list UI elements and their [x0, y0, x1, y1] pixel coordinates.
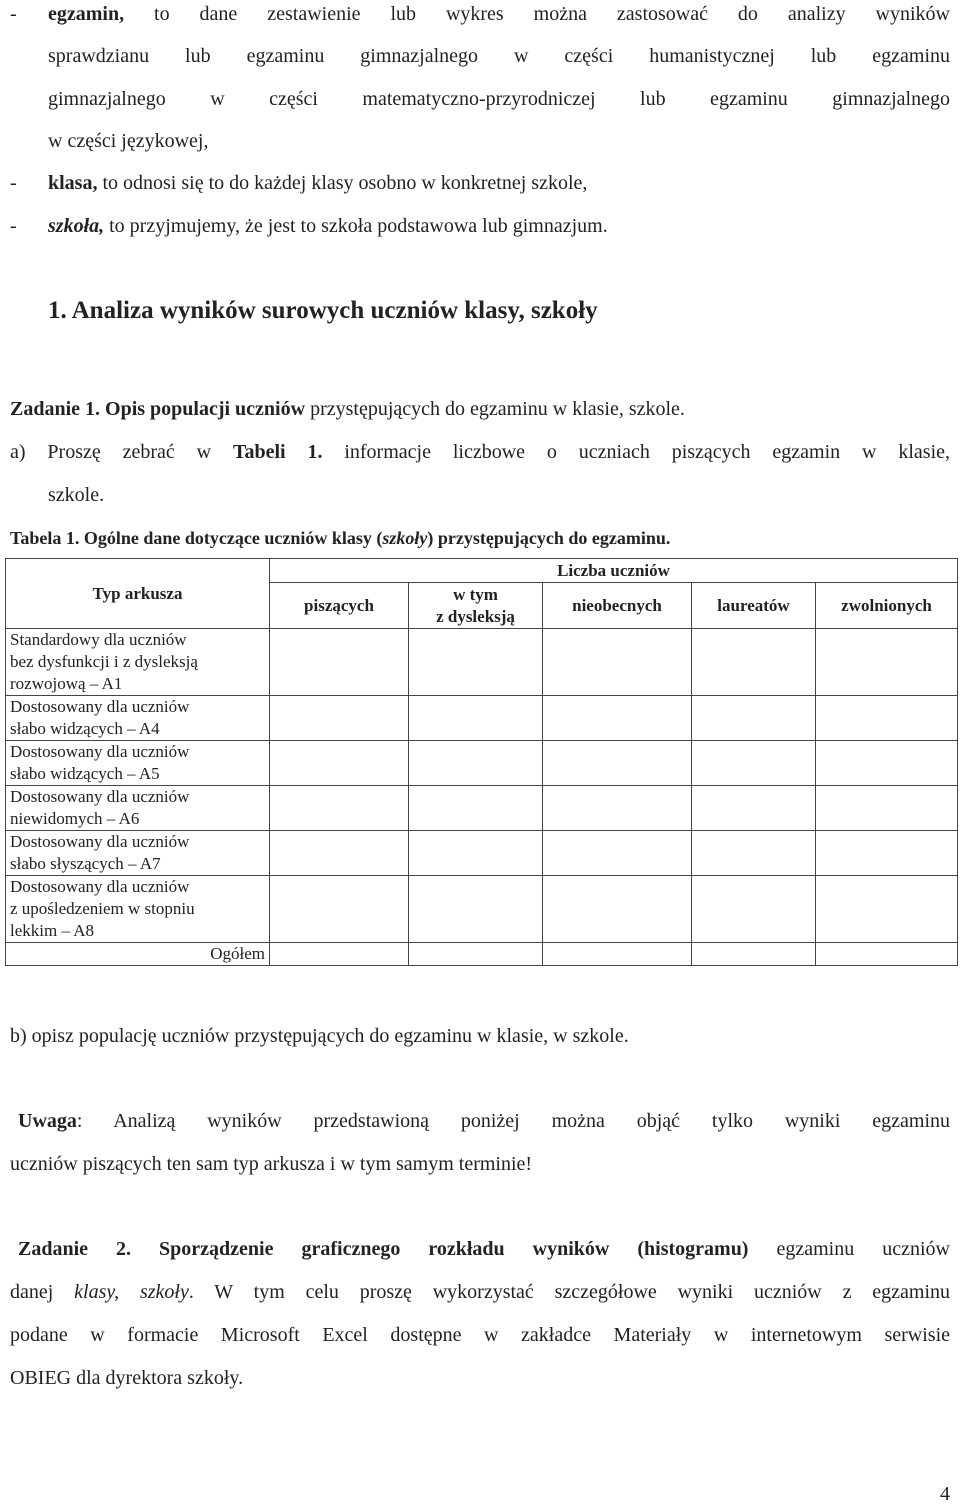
cell-empty[interactable] — [409, 876, 543, 943]
task1-text: przystępujących do egzaminu w klasie, szkole. — [305, 398, 685, 420]
cell-empty[interactable] — [409, 786, 543, 831]
task1a-prefix: a) Proszę zebrać w — [10, 441, 233, 463]
cell-total-label: Ogółem — [6, 943, 270, 966]
term-szkola: szkoła, — [48, 215, 105, 237]
task1a-cont: szkole. — [48, 484, 105, 506]
row-line: Dostosowany dla uczniów — [10, 877, 190, 896]
task2-label: Zadanie 2. Sporządzenie graficznego rozkładu wyników (histogramu) — [18, 1238, 749, 1260]
cell-empty[interactable] — [692, 831, 816, 876]
table-row — [6, 786, 958, 831]
row-line: Dostosowany dla uczniów — [10, 697, 190, 716]
cell-empty[interactable] — [409, 696, 543, 741]
task2-text: egzaminu uczniów — [748, 1238, 951, 1260]
task2-text: . W tym celu proszę wykorzystać szczegółowe wyniki uczniów z egzaminu — [188, 1281, 951, 1303]
cell-empty[interactable] — [270, 786, 409, 831]
task2-text: danej — [10, 1281, 75, 1303]
th-wtym-line1: w tym — [453, 584, 498, 604]
note-text: : Analizą wyników przedstawioną poniżej można objąć tylko wyniki egzaminu — [76, 1110, 950, 1132]
th-laureatow: laureatów — [692, 583, 816, 629]
cell-empty[interactable] — [270, 629, 409, 696]
cell-empty[interactable] — [816, 876, 958, 943]
task1a-bold: Tabeli 1. — [232, 441, 323, 463]
table-populacja — [5, 558, 958, 966]
cell-empty[interactable] — [692, 629, 816, 696]
task1-title — [10, 397, 950, 421]
cell-typ — [6, 831, 270, 876]
caption-label: Tabela 1. — [10, 528, 80, 548]
th-w-tym — [409, 583, 543, 629]
task2-line2 — [10, 1280, 950, 1304]
row-line: rozwojową – A1 — [10, 674, 123, 693]
cell-empty[interactable] — [543, 786, 692, 831]
page-number: 4 — [940, 1483, 950, 1505]
row-line: Dostosowany dla uczniów — [10, 742, 190, 761]
task2-line1 — [18, 1237, 950, 1261]
section-heading: 1. Analiza wyników surowych uczniów klasy, szkoły — [48, 297, 598, 324]
bullet-text: to odnosi się to do każdej klasy osobno w konkretnej szkole, — [97, 172, 588, 194]
th-typ-arkusza: Typ arkusza — [6, 559, 270, 629]
bullet-egzamin-cont3: w części językowej, — [48, 130, 209, 152]
row-line: niewidomych – A6 — [10, 809, 140, 828]
cell-empty[interactable] — [692, 786, 816, 831]
task2-line3: podane w formacie Microsoft Excel dostępne w zakładce Materiały w internetowym serwisie — [10, 1324, 950, 1346]
row-line: słabo słyszących – A7 — [10, 854, 161, 873]
row-line: Standardowy dla uczniów — [10, 630, 187, 649]
cell-empty[interactable] — [543, 696, 692, 741]
cell-empty[interactable] — [543, 943, 692, 966]
note-line2: uczniów piszących ten sam typ arkusza i w tym samym terminie! — [10, 1153, 533, 1175]
th-zwolnionych: zwolnionych — [816, 583, 958, 629]
row-line: słabo widzących – A5 — [10, 764, 160, 783]
bullet-text: to przyjmujemy, że jest to szkoła podstawowa lub gimnazjum. — [104, 215, 608, 237]
th-liczba-uczniow: Liczba uczniów — [270, 559, 958, 583]
cell-empty[interactable] — [692, 741, 816, 786]
table-row-total — [6, 943, 958, 966]
cell-empty[interactable] — [816, 786, 958, 831]
cell-empty[interactable] — [816, 629, 958, 696]
cell-empty[interactable] — [270, 943, 409, 966]
cell-empty[interactable] — [543, 741, 692, 786]
bullet-egzamin-cont2: gimnazjalnego w części matematyczno-przyrodniczej lub egzaminu gimnazjalnego — [48, 88, 950, 110]
table-caption — [10, 526, 950, 550]
row-line: lekkim – A8 — [10, 921, 95, 940]
cell-empty[interactable] — [692, 943, 816, 966]
table-row — [6, 876, 958, 943]
row-line: bez dysfunkcji i z dysleksją — [10, 652, 198, 671]
table-row — [6, 831, 958, 876]
row-line: Dostosowany dla uczniów — [10, 832, 190, 851]
th-wtym-line2: z dysleksją — [436, 606, 515, 626]
row-line: słabo widzących – A4 — [10, 719, 160, 738]
caption-end: ) przystępujących do egzaminu. — [427, 528, 671, 548]
task1-label: Zadanie 1. Opis populacji uczniów — [10, 398, 306, 420]
cell-empty[interactable] — [409, 741, 543, 786]
note-line1 — [18, 1109, 950, 1133]
th-nieobecnych: nieobecnych — [543, 583, 692, 629]
cell-empty[interactable] — [692, 696, 816, 741]
cell-empty[interactable] — [543, 831, 692, 876]
bullet-klasa: - klasa, to odnosi się to do każdej klasy osobno w konkretnej szkole, — [10, 172, 588, 194]
cell-typ — [6, 786, 270, 831]
table-row — [6, 741, 958, 786]
task1a-text: informacje liczbowe o uczniach piszących egzamin w klasie, — [322, 441, 951, 463]
cell-empty[interactable] — [270, 876, 409, 943]
cell-typ — [6, 696, 270, 741]
bullet-egzamin: - egzamin, to dane zestawienie lub wykres można zastosować do analizy wyników — [10, 3, 950, 25]
term-egzamin: egzamin, — [48, 3, 125, 25]
cell-typ — [6, 629, 270, 696]
table-row — [6, 696, 958, 741]
cell-empty[interactable] — [816, 831, 958, 876]
caption-italic: szkoły — [382, 528, 428, 548]
th-piszacych: piszących — [270, 583, 409, 629]
term-klasa: klasa, — [48, 172, 98, 194]
cell-empty[interactable] — [692, 876, 816, 943]
cell-empty[interactable] — [409, 629, 543, 696]
caption-text: Ogólne dane dotyczące uczniów klasy ( — [79, 528, 383, 548]
table-row — [6, 629, 958, 696]
task2-italic: klasy, szkoły — [74, 1281, 189, 1303]
task1b: b) opisz populację uczniów przystępujących do egzaminu w klasie, w szkole. — [10, 1025, 629, 1047]
cell-typ — [6, 741, 270, 786]
cell-empty[interactable] — [409, 831, 543, 876]
cell-empty[interactable] — [816, 741, 958, 786]
cell-empty[interactable] — [270, 831, 409, 876]
bullet-egzamin-cont1: sprawdzianu lub egzaminu gimnazjalnego w części humanistycznej lub egzaminu — [48, 45, 950, 67]
task1a — [10, 440, 950, 464]
cell-empty[interactable] — [816, 696, 958, 741]
task2-line4: OBIEG dla dyrektora szkoły. — [10, 1367, 244, 1389]
cell-typ — [6, 876, 270, 943]
cell-empty[interactable] — [543, 876, 692, 943]
bullet-text: to dane zestawienie lub wykres można zastosować do analizy wyników — [124, 3, 950, 25]
cell-empty[interactable] — [270, 696, 409, 741]
cell-empty[interactable] — [816, 943, 958, 966]
cell-empty[interactable] — [270, 741, 409, 786]
cell-empty[interactable] — [409, 943, 543, 966]
row-line: z upośledzeniem w stopniu — [10, 899, 195, 918]
row-line: Dostosowany dla uczniów — [10, 787, 190, 806]
bullet-szkola: - szkoła, to przyjmujemy, że jest to szkoła podstawowa lub gimnazjum. — [10, 215, 608, 237]
cell-empty[interactable] — [543, 629, 692, 696]
note-label: Uwaga — [18, 1110, 77, 1132]
